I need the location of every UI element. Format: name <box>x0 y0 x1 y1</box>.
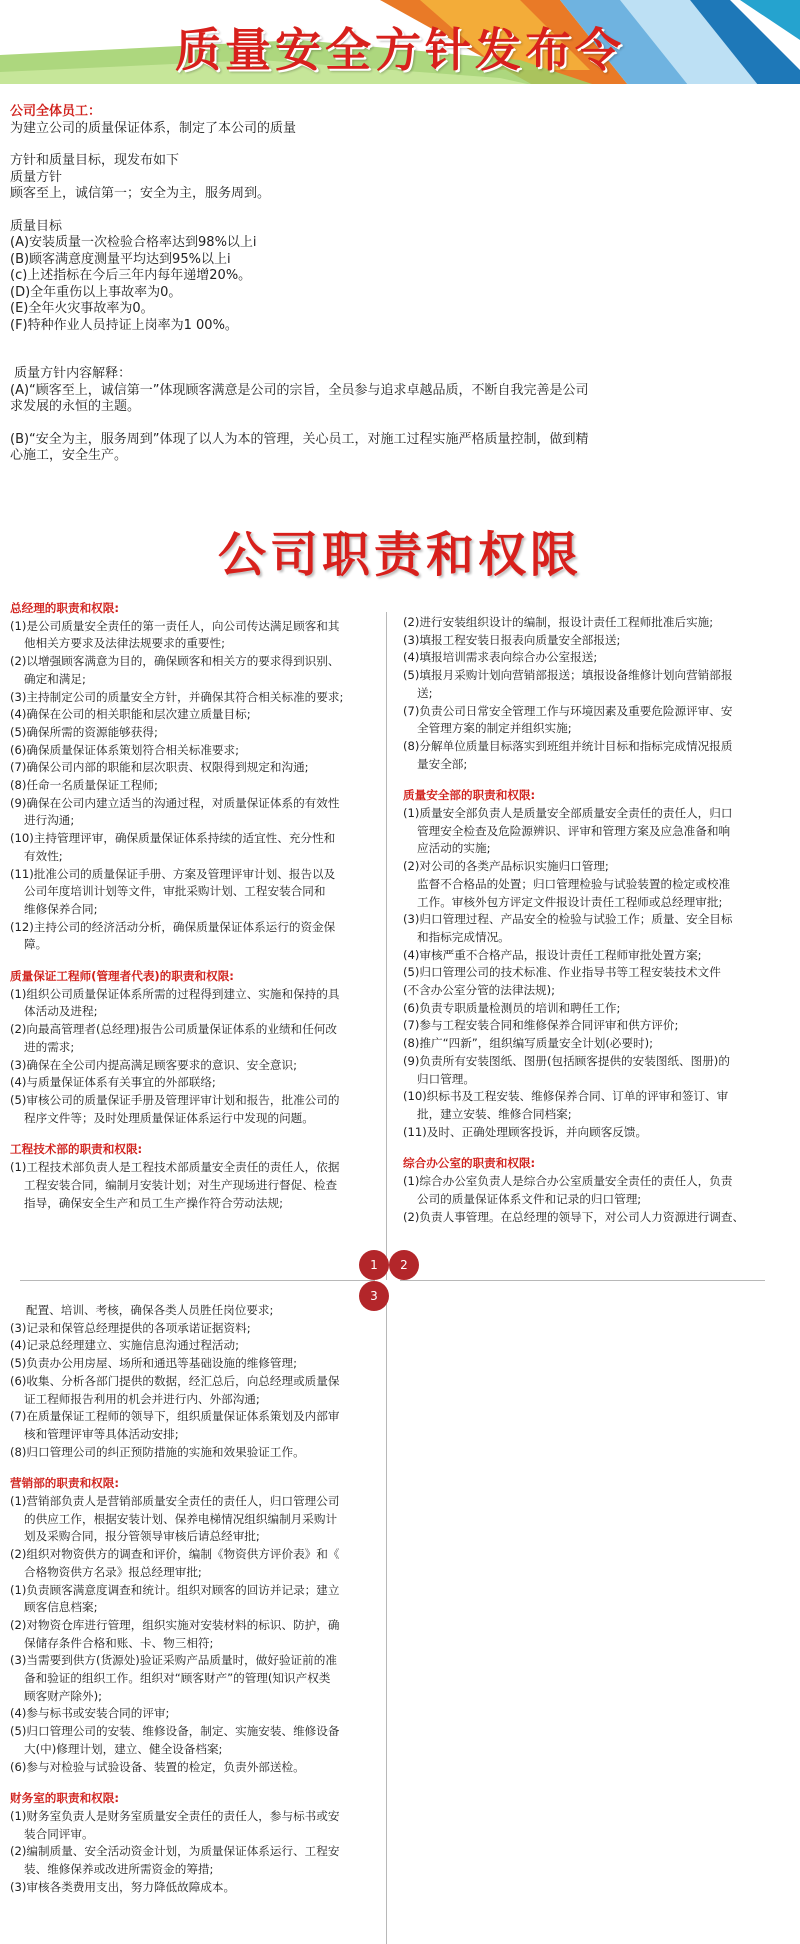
section-heading: 质量保证工程师(管理者代表)的职责和权限: <box>10 969 234 984</box>
duty-line: 批，建立安装、维修合同档案; <box>417 1106 572 1121</box>
intro-line: 方针和质量目标，现发布如下 <box>10 153 180 168</box>
duty-line: (3)记录和保管总经理提供的各项承诺证据资料; <box>10 1320 251 1335</box>
duty-line: 归口管理。 <box>417 1071 475 1086</box>
explain-line: (B)“安全为主，服务周到”体现了以人为本的管理，关心员工，对施工过程实施严格质量控制，做到精 <box>10 431 589 447</box>
section-title: 公司职责和权限 <box>217 527 582 583</box>
duty-line: 全管理方案的制定并组织实施; <box>417 721 572 736</box>
explain-line: 心施工，安全生产。 <box>10 448 128 463</box>
section-heading: 总经理的职责和权限: <box>10 601 119 615</box>
duty-line: 障。 <box>24 937 48 952</box>
duty-line: (1)质量安全部负责人是质量安全部质量安全责任的责任人，归口 <box>403 806 733 821</box>
column-divider <box>386 1290 387 1944</box>
explain-line: 求发展的永恒的主题。 <box>10 399 141 414</box>
goal-item: (E)全年火灾事故率为0。 <box>10 301 154 316</box>
intro-lead: 公司全体员工： <box>10 104 102 119</box>
duty-line: (2)对物资仓库进行管理，组织实施对安装材料的标识、防护，确 <box>10 1617 340 1632</box>
duty-line: (10)主持管理评审，确保质量保证体系持续的适宜性、充分性和 <box>10 831 336 846</box>
duty-line: 划及采购合同，报分管领导审核后请总经审批; <box>24 1529 260 1544</box>
goals-list <box>10 235 650 334</box>
duty-line: 公司年度培训计划等文件，审批采购计划、工程安装合同和 <box>24 884 326 899</box>
section-heading: 财务室的职责和权限: <box>10 1791 119 1806</box>
duty-line: 应活动的实施; <box>417 841 491 856</box>
duty-line: (5)负责办公用房屋、场所和通迅等基础设施的维修管理; <box>10 1356 297 1371</box>
duty-line: 指导，确保安全生产和员工生产操作符合劳动法规; <box>24 1195 283 1210</box>
duty-list <box>10 1808 382 1897</box>
duty-line: 顾客财产除外); <box>24 1688 102 1703</box>
duty-line: 顾客信息档案; <box>24 1600 98 1615</box>
duty-line: (5)确保所需的资源能够获得; <box>10 724 158 739</box>
duty-line: (7)确保公司内部的职能和层次职责、权限得到规定和沟通; <box>10 760 309 775</box>
duty-line: 的供应工作，根据安装计划、保养电梯情况组织编制月采购计 <box>24 1511 338 1526</box>
intro-line: 顾客至上，诚信第一；安全为主，服务周到。 <box>10 186 271 201</box>
duty-line: 工作。审核外包方评定文件报设计责任工程师或总经理审批; <box>417 894 723 909</box>
duty-line: 证工程师报告利用的机会并进行内、外部沟通; <box>24 1391 260 1406</box>
duty-line: (5)填报月采购计划向营销部报送；填报设备维修计划向营销部报 <box>403 668 733 683</box>
duty-line: (10)织标书及工程安装、维修保养合同、订单的评审和签订、审 <box>403 1089 729 1104</box>
duty-line: (3)主持制定公司的质量安全方针，并确保其符合相关标准的要求; <box>10 689 344 704</box>
duty-line: (1)负责顾客满意度调查和统计。组织对顾客的回访并记录；建立 <box>10 1582 340 1597</box>
duty-line: 程序文件等；及时处理质量保证体系运行中发现的问题。 <box>24 1110 314 1125</box>
duty-line: 装、维修保养或改进所需资金的筹措; <box>24 1862 214 1877</box>
duty-line: (3)确保在全公司内提高满足顾客要求的意识、安全意识; <box>10 1057 297 1072</box>
section-heading: 营销部的职责和权限: <box>10 1476 119 1491</box>
duty-list <box>403 614 793 773</box>
duty-line: 大(中)修理计划，建立、健全设备档案; <box>24 1741 223 1756</box>
goal-item: (F)特种作业人员持证上岗率为1 00%。 <box>10 317 238 333</box>
duty-line: 公司的质量保证体系文件和记录的归口管理; <box>417 1191 642 1206</box>
duty-list <box>10 1493 382 1776</box>
duty-line: (11)及时、正确处理顾客投诉，并向顾客反馈。 <box>403 1124 648 1139</box>
goals-title: 质量目标 <box>10 218 63 234</box>
duty-line: (9)确保在公司内建立适当的沟通过程，对质量保证体系的有效性 <box>10 795 340 810</box>
duty-line: 量安全部; <box>417 756 468 771</box>
duty-line: (1)工程技术部负责人是工程技术部质量安全责任的责任人，依据 <box>10 1160 340 1175</box>
section-heading: 质量安全部的职责和权限: <box>403 788 536 803</box>
page-marker-2: 2 <box>389 1250 419 1280</box>
duty-line: 和指标完成情况。 <box>417 929 510 944</box>
duty-line: 进的需求; <box>24 1039 75 1054</box>
goal-item: (A)安装质量一次检验合格率达到98%以上i <box>10 235 257 250</box>
duty-line: 保储存条件合格和账、卡、物三相符; <box>24 1635 214 1650</box>
duty-list <box>10 618 382 954</box>
duty-line: (11)批准公司的质量保证手册、方案及管理评审计划、报告以及 <box>10 866 336 881</box>
column-right <box>403 614 793 1226</box>
duty-line: (1)综合办公室负责人是综合办公室质量安全责任的责任人，负责 <box>403 1174 733 1189</box>
duty-line: (2)进行安装组织设计的编制，报设计责任工程师批准后实施; <box>403 615 714 629</box>
duty-line: (2)组织对物资供方的调查和评价，编制《物资供方评价表》和《 <box>10 1547 340 1562</box>
duty-line: 送; <box>417 685 433 700</box>
explain-line: (A)“顾客至上，诚信第一”体现顾客满意是公司的宗旨，全员参与追求卓越品质，不断自我完善是公司 <box>10 382 589 398</box>
duty-line: (2)对公司的各类产品标识实施归口管理; <box>403 859 609 874</box>
duty-line: 确定和满足; <box>24 671 86 686</box>
page-title: 质量安全方针发布令 <box>175 23 625 77</box>
goal-item: (B)顾客满意度测量平均达到95%以上i <box>10 251 231 267</box>
duty-line: (7)在质量保证工程师的领导下，组织质量保证体系策划及内部审 <box>10 1409 340 1424</box>
duty-line: 合格物资供方名录》报总经理审批; <box>24 1564 202 1579</box>
duty-line: (7)参与工程安装合同和维修保养合同评审和供方评价; <box>403 1018 679 1033</box>
duty-line: (1)营销部负责人是营销部质量安全责任的责任人，归口管理公司 <box>10 1494 340 1509</box>
duty-line: 他相关方要求及法律法规要求的重要性; <box>24 636 226 651</box>
duty-line: (4)参与标书或安装合同的评审; <box>10 1706 170 1721</box>
duty-line: 工程安装合同，编制月安装计划；对生产现场进行督促、检查 <box>24 1177 338 1192</box>
duty-line: (6)确保质量保证体系策划符合相关标准要求; <box>10 742 240 757</box>
duty-line: 有效性; <box>24 848 63 863</box>
duty-line: (12)主持公司的经济活动分析，确保质量保证体系运行的资金保 <box>10 919 336 934</box>
duty-line: (8)推广“四新”，组织编写质量安全计划(必要时); <box>403 1036 654 1051</box>
duty-line: (3)归口管理过程、产品安全的检验与试验工作；质量、安全目标 <box>403 912 733 927</box>
duty-line: (5)归口管理公司的技术标准、作业指导书等工程安装技术文件 <box>403 965 721 980</box>
duty-line: (不含办公室分管的法律法规); <box>403 983 556 998</box>
page-marker-3: 3 <box>359 1281 389 1311</box>
duty-line: (8)任命一名质量保证工程师; <box>10 778 158 793</box>
duty-line: (3)当需要到供方(货源处)验证采购产品质量时，做好验证前的准 <box>10 1653 337 1668</box>
horizontal-divider <box>20 1280 375 1281</box>
explain-title: 质量方针内容解释： <box>10 366 132 381</box>
duty-list <box>10 1159 382 1212</box>
intro-line: 质量方针 <box>10 169 63 185</box>
duty-list <box>10 1302 382 1461</box>
duty-line: (5)审核公司的质量保证手册及管理评审计划和报告，批准公司的 <box>10 1092 340 1107</box>
duty-line: 监督不合格品的处置；归口管理检验与试验装置的检定或校准 <box>417 876 731 891</box>
column-left <box>10 600 382 1212</box>
horizontal-divider <box>400 1280 765 1281</box>
goal-item: (D)全年重伤以上事故率为0。 <box>10 284 182 300</box>
duty-line: (9)负责所有安装图纸、图册(包括顾客提供的安装图纸、图册)的 <box>403 1053 730 1068</box>
duty-line: (2)以增强顾客满意为目的，确保顾客和相关方的要求得到识别、 <box>10 654 340 669</box>
duty-line: (4)确保在公司的相关职能和层次建立质量目标; <box>10 707 251 722</box>
duty-line: (2)向最高管理者(总经理)报告公司质量保证体系的业绩和任何改 <box>10 1022 337 1037</box>
header-banner <box>0 0 800 100</box>
duty-list <box>403 805 793 1141</box>
section-heading: 工程技术部的职责和权限: <box>10 1142 143 1157</box>
duty-line: (1)是公司质量安全责任的第一责任人，向公司传达满足顾客和其 <box>10 618 340 633</box>
duty-line: (6)参与对检验与试验设备、装置的检定，负责外部送检。 <box>10 1759 305 1774</box>
duty-line: 进行沟通; <box>24 813 75 828</box>
duty-list <box>10 986 382 1128</box>
column-lower-left <box>10 1302 382 1897</box>
page-marker-1: 1 <box>359 1250 389 1280</box>
intro-block <box>10 104 650 465</box>
duty-line: (2)负责人事管理。在总经理的领导下，对公司人力资源进行调查、 <box>403 1209 745 1224</box>
duty-list <box>403 1173 793 1226</box>
intro-line: 为建立公司的质量保证体系，制定了本公司的质量 <box>10 120 297 136</box>
duty-line: (6)收集、分析各部门提供的数据，经汇总后，向总经理或质量保 <box>10 1373 340 1388</box>
column-divider <box>386 612 387 1280</box>
duty-line: 配置、培训、考核，确保各类人员胜任岗位要求; <box>26 1303 274 1317</box>
duty-line: 备和验证的组织工作。组织对“顾客财产”的管理(知识产权类 <box>24 1671 331 1686</box>
duty-line: (5)归口管理公司的安装、维修设备，制定、实施安装、维修设备 <box>10 1724 340 1739</box>
duty-line: (1)财务室负责人是财务室质量安全责任的责任人，参与标书或安 <box>10 1808 340 1823</box>
duty-line: 核和管理评审等具体活动安排; <box>24 1426 179 1441</box>
duty-line: (4)审核严重不合格产品，报设计责任工程师审批处置方案; <box>403 947 702 962</box>
duty-line: (3)填报工程安装日报表向质量安全部报送; <box>403 632 621 647</box>
duty-line: (4)记录总经理建立、实施信息沟通过程活动; <box>10 1338 240 1353</box>
section-heading: 综合办公室的职责和权限: <box>403 1156 536 1171</box>
duty-line: 装合同评审。 <box>24 1826 94 1841</box>
duty-line: (4)填报培训需求表向综合办公室报送; <box>403 650 598 665</box>
duty-line: 管理安全检查及危险源辨识、评审和管理方案及应急准备和响 <box>417 823 731 838</box>
duty-line: (3)审核各类费用支出，努力降低故障成本。 <box>10 1879 236 1894</box>
duty-line: (8)分解单位质量目标落实到班组并统计目标和指标完成情况报质 <box>403 738 733 753</box>
duty-line: (2)编制质量、安全活动资金计划，为质量保证体系运行、工程安 <box>10 1844 340 1859</box>
duty-line: 维修保养合同; <box>24 901 98 916</box>
duty-line: (7)负责公司日常安全管理工作与环境因素及重要危险源评审、安 <box>403 703 733 718</box>
duty-line: (4)与质量保证体系有关事宜的外部联络; <box>10 1075 216 1090</box>
goal-item: (c)上述指标在今后三年内每年递增20%。 <box>10 268 252 283</box>
duty-line: (6)负责专职质量检测员的培训和聘任工作; <box>403 1000 621 1015</box>
duty-line: 体活动及进程; <box>24 1004 98 1019</box>
duty-line: (8)归口管理公司的纠正预防措施的实施和效果验证工作。 <box>10 1444 305 1459</box>
duty-line: (1)组织公司质量保证体系所需的过程得到建立、实施和保持的具 <box>10 986 340 1001</box>
